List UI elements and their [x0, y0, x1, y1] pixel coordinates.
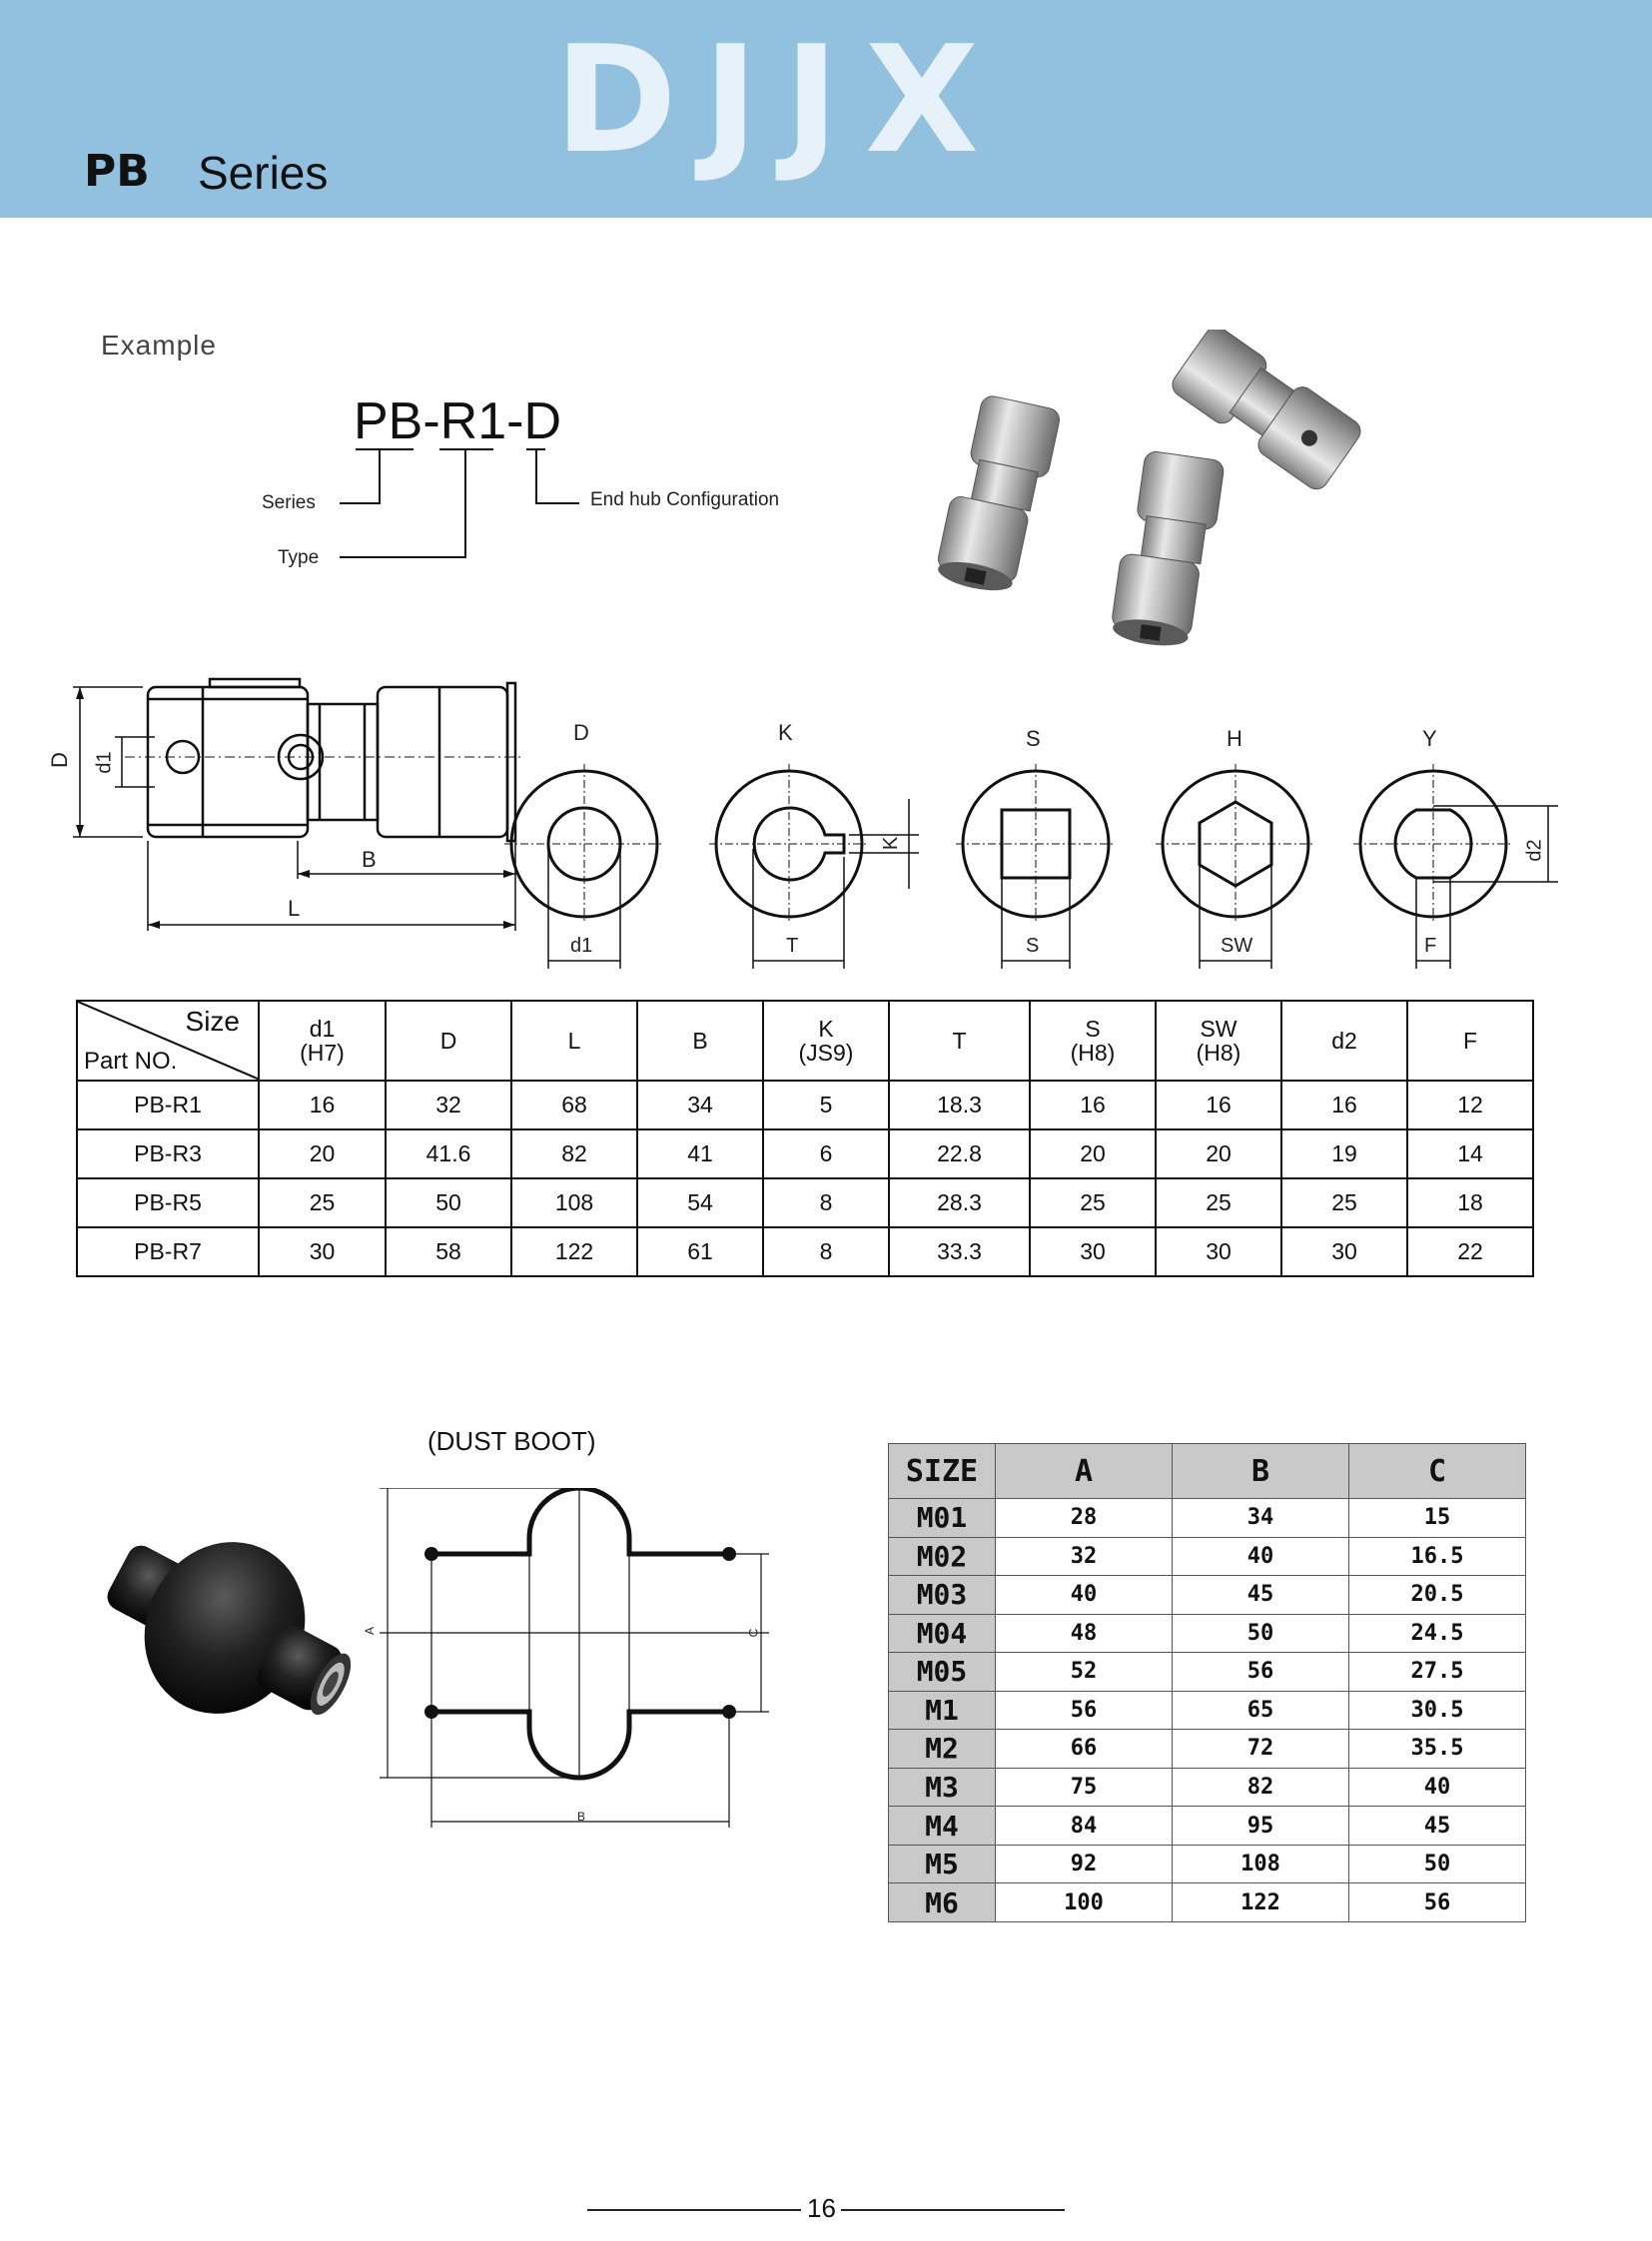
config-label-S: S: [1026, 726, 1041, 751]
boot-size-cell: M05: [889, 1653, 996, 1692]
table-cell: 30: [1156, 1227, 1281, 1276]
footer-rule-left: [587, 2209, 801, 2211]
brand-logo: DJJX: [554, 14, 1006, 186]
table-cell: 12: [1407, 1081, 1533, 1129]
boot-col-header: A: [996, 1444, 1173, 1499]
table-row: [889, 1537, 1526, 1576]
boot-size-cell: M2: [889, 1730, 996, 1769]
table-cell: 52: [996, 1653, 1173, 1692]
table-cell: 8: [763, 1178, 889, 1227]
boot-col-header: C: [1349, 1444, 1526, 1499]
table-cell: 40: [996, 1576, 1173, 1615]
table-cell: 68: [511, 1081, 637, 1129]
boot-col-header: B: [1173, 1444, 1349, 1499]
table-cell: 30: [1030, 1227, 1156, 1276]
table-cell: 95: [1173, 1807, 1349, 1846]
table-cell: 35.5: [1349, 1730, 1526, 1769]
table-cell: 50: [1349, 1845, 1526, 1883]
table-cell: 50: [1173, 1614, 1349, 1653]
table-row: [889, 1807, 1526, 1846]
boot-dim-label-A: A: [363, 1626, 378, 1636]
table-cell: 20: [1030, 1129, 1156, 1178]
dust-boot-caption: (DUST BOOT): [427, 1426, 596, 1456]
table-cell: 30: [1281, 1227, 1407, 1276]
table-cell: 41: [637, 1129, 763, 1178]
callout-series-label: Series: [262, 492, 316, 513]
table-row: [77, 1178, 1533, 1227]
table-cell: 56: [1349, 1883, 1526, 1922]
config-label-K: K: [778, 720, 793, 745]
table-cell: 34: [1173, 1499, 1349, 1538]
table-cell: 19: [1281, 1129, 1407, 1178]
model-code: PB-R1-D: [354, 392, 562, 450]
dim-label-B: B: [362, 847, 377, 872]
spec-col-header: K (JS9): [763, 1001, 889, 1081]
table-cell: 122: [1173, 1883, 1349, 1922]
table-cell: 56: [996, 1691, 1173, 1730]
part-number-cell: PB-R5: [77, 1178, 259, 1227]
table-cell: 84: [996, 1807, 1173, 1846]
boot-size-cell: M5: [889, 1845, 996, 1883]
table-row: [889, 1653, 1526, 1692]
table-cell: 92: [996, 1845, 1173, 1883]
part-number-cell: PB-R7: [77, 1227, 259, 1276]
table-cell: 66: [996, 1730, 1173, 1769]
footer-rule-right: [841, 2209, 1065, 2211]
dim-label-F: F: [1424, 935, 1437, 957]
spec-col-header: F: [1407, 1001, 1533, 1081]
table-cell: 18.3: [889, 1081, 1030, 1129]
config-label-Y: Y: [1422, 726, 1437, 751]
table-cell: 6: [763, 1129, 889, 1178]
table-cell: 82: [1173, 1768, 1349, 1807]
dust-boot-drawing: [370, 1488, 809, 1848]
table-cell: 58: [386, 1227, 511, 1276]
table-cell: 20: [259, 1129, 386, 1178]
dust-boot-photo: [95, 1498, 355, 1758]
table-cell: 54: [637, 1178, 763, 1227]
table-cell: 34: [637, 1081, 763, 1129]
dim-label-T: T: [786, 935, 799, 957]
boot-dim-label-C: C: [746, 1628, 761, 1638]
table-row: [889, 1691, 1526, 1730]
boot-size-cell: M03: [889, 1576, 996, 1615]
spec-col-header: T: [889, 1001, 1030, 1081]
spec-col-header: S (H8): [1030, 1001, 1156, 1081]
table-cell: 30.5: [1349, 1691, 1526, 1730]
dim-label-D: D: [46, 752, 72, 768]
part-number-cell: PB-R1: [77, 1081, 259, 1129]
table-cell: 122: [511, 1227, 637, 1276]
table-cell: 16: [259, 1081, 386, 1129]
table-cell: 65: [1173, 1691, 1349, 1730]
table-cell: 61: [637, 1227, 763, 1276]
table-row: [889, 1768, 1526, 1807]
table-cell: 56: [1173, 1653, 1349, 1692]
table-cell: 28: [996, 1499, 1173, 1538]
dim-label-d1: d1: [93, 751, 116, 774]
dust-boot-table: [888, 1443, 1526, 1922]
end-hub-configurations: [499, 719, 1618, 979]
series-word: Series: [198, 147, 329, 199]
table-cell: 25: [1281, 1178, 1407, 1227]
table-cell: 82: [511, 1129, 637, 1178]
spec-col-header: L: [511, 1001, 637, 1081]
table-cell: 48: [996, 1614, 1173, 1653]
page-number: 16: [807, 2193, 836, 2223]
table-cell: 50: [386, 1178, 511, 1227]
table-cell: 75: [996, 1768, 1173, 1807]
table-cell: 45: [1349, 1807, 1526, 1846]
config-label-H: H: [1227, 726, 1242, 751]
table-cell: 72: [1173, 1730, 1349, 1769]
table-cell: 100: [996, 1883, 1173, 1922]
spec-col-header: d2: [1281, 1001, 1407, 1081]
callout-endhub-label: End hub Configuration: [590, 489, 780, 510]
spec-col-header: B: [637, 1001, 763, 1081]
table-row: [889, 1614, 1526, 1653]
series-code: PB: [84, 146, 150, 197]
table-cell: 27.5: [1349, 1653, 1526, 1692]
spec-header-row: [77, 1001, 1533, 1081]
table-cell: 16: [1281, 1081, 1407, 1129]
spec-col-header: D: [386, 1001, 511, 1081]
spec-col-header: d1 (H7): [259, 1001, 386, 1081]
table-cell: 25: [259, 1178, 386, 1227]
boot-header-row: [889, 1444, 1526, 1499]
table-cell: 25: [1156, 1178, 1281, 1227]
boot-size-cell: M6: [889, 1883, 996, 1922]
table-row: [889, 1845, 1526, 1883]
boot-size-cell: M02: [889, 1537, 996, 1576]
dim-label-config-d1: d1: [570, 935, 593, 957]
table-cell: 45: [1173, 1576, 1349, 1615]
table-cell: 32: [386, 1081, 511, 1129]
example-label: Example: [101, 330, 217, 361]
table-cell: 22.8: [889, 1129, 1030, 1178]
table-cell: 20.5: [1349, 1576, 1526, 1615]
table-cell: 5: [763, 1081, 889, 1129]
table-cell: 16: [1030, 1081, 1156, 1129]
table-cell: 30: [259, 1227, 386, 1276]
table-row: [889, 1730, 1526, 1769]
callout-type-label: Type: [278, 547, 320, 568]
dim-label-d2: d2: [1523, 839, 1546, 862]
table-cell: 8: [763, 1227, 889, 1276]
table-cell: 25: [1030, 1178, 1156, 1227]
table-cell: 33.3: [889, 1227, 1030, 1276]
dim-label-L: L: [288, 896, 301, 921]
spec-corner-cell: [77, 1001, 259, 1081]
boot-size-cell: M1: [889, 1691, 996, 1730]
config-label-D: D: [573, 720, 589, 745]
table-row: [889, 1499, 1526, 1538]
table-row: [77, 1081, 1533, 1129]
part-number-cell: PB-R3: [77, 1129, 259, 1178]
table-cell: 28.3: [889, 1178, 1030, 1227]
table-cell: 40: [1349, 1768, 1526, 1807]
boot-size-cell: M4: [889, 1807, 996, 1846]
table-cell: 16.5: [1349, 1537, 1526, 1576]
spec-col-header: SW (H8): [1156, 1001, 1281, 1081]
table-cell: 108: [511, 1178, 637, 1227]
spec-table: [76, 1000, 1534, 1277]
table-cell: 18: [1407, 1178, 1533, 1227]
table-cell: 16: [1156, 1081, 1281, 1129]
dim-label-SW: SW: [1221, 935, 1253, 957]
table-cell: 15: [1349, 1499, 1526, 1538]
table-row: [77, 1227, 1533, 1276]
product-photo-couplings: [879, 330, 1438, 689]
table-cell: 20: [1156, 1129, 1281, 1178]
table-row: [889, 1883, 1526, 1922]
table-row: [77, 1129, 1533, 1178]
dim-label-K-width: K: [880, 836, 903, 851]
dim-label-S: S: [1026, 935, 1040, 957]
table-cell: 40: [1173, 1537, 1349, 1576]
table-cell: 32: [996, 1537, 1173, 1576]
table-cell: 108: [1173, 1845, 1349, 1883]
table-cell: 22: [1407, 1227, 1533, 1276]
table-row: [889, 1576, 1526, 1615]
table-cell: 14: [1407, 1129, 1533, 1178]
corner-part-label: Part NO.: [84, 1048, 178, 1075]
table-cell: 24.5: [1349, 1614, 1526, 1653]
boot-size-cell: M01: [889, 1499, 996, 1538]
boot-size-cell: M04: [889, 1614, 996, 1653]
boot-col-header: SIZE: [889, 1444, 996, 1499]
table-cell: 41.6: [386, 1129, 511, 1178]
corner-size-label: Size: [185, 1006, 240, 1037]
boot-size-cell: M3: [889, 1768, 996, 1807]
boot-dim-label-B: B: [577, 1810, 586, 1824]
